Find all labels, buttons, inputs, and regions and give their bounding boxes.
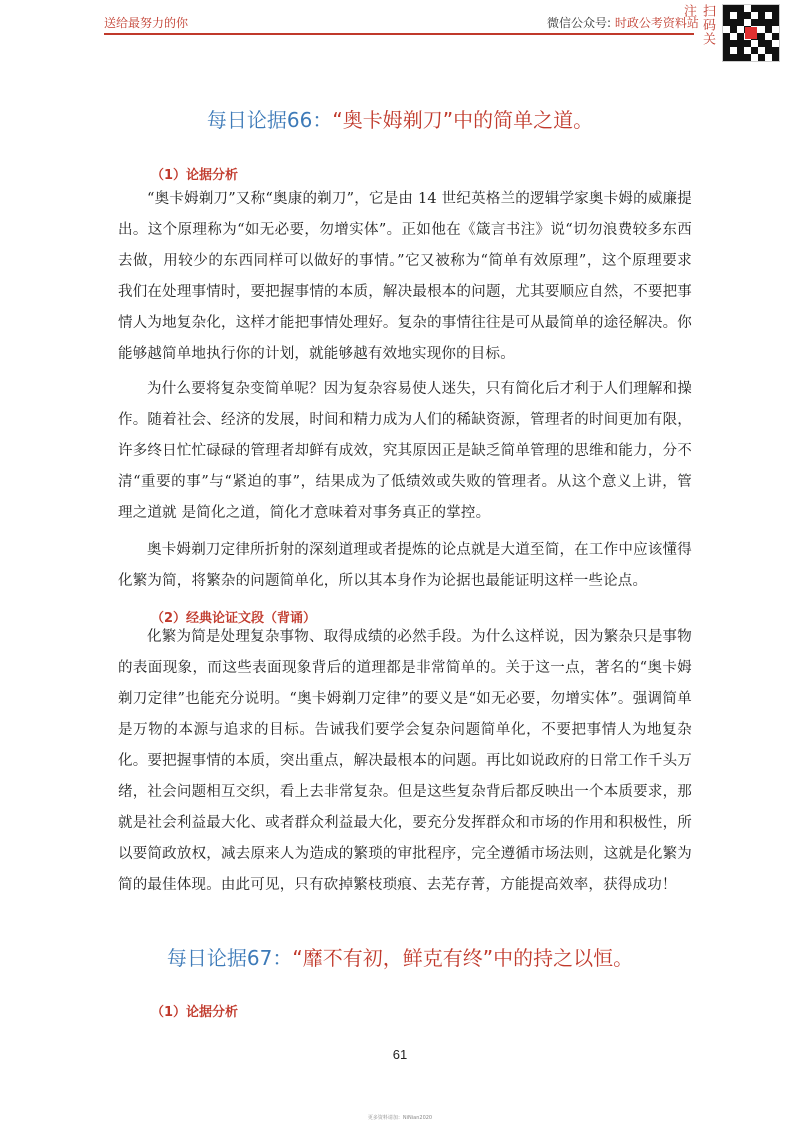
paragraph-4: 化繁为简是处理复杂事物、取得成绩的必然手段。为什么这样说，因为繁杂只是事物的表面现象，而这些表面现象背后的道理都是非常简单的。关于这一点，著名的“奥卡姆剃刀定律”也能充分说明。“奥卡姆剃刀定律”的要义是“如无必要，勿增实体”。强调简单是万物的本源与追求的目标。告诫我们要学会复杂问题简单化，不要把事情人为地复杂化。要把握事情的本质，突出重点，解决最根本的问题。再比如说政府的日常工作千头万绪，社会问题相互交织，看上去非常复杂。但是这些复杂背后都反映出一个本质要求，那就是社会利益最大化、或者群众利益最大化，要充分发挥群众和市场的作用和积极性，所以要简政放权，减去原来人为造成的繁琐的审批程序，完全遵循市场法则，这就是化繁为简的最佳体现。由此可见，只有砍掉繁枝琐痕、去芜存菁，方能提高效率，获得成功！ bbox=[118, 629, 692, 893]
qr-code-icon[interactable] bbox=[722, 4, 780, 62]
header-account bbox=[547, 14, 699, 31]
header-divider bbox=[104, 33, 694, 35]
account-name: 时政公考资料站 bbox=[614, 16, 699, 30]
paragraph-2: 为什么要将复杂变简单呢？因为复杂容易使人迷失，只有简化后才利于人们理解和操作。随着社会、经济的发展，时间和精力成为人们的稀缺资源，管理者的时间更加有限，许多终日忙忙碌碌的管理者却鲜有成效，究其原因正是缺乏简单管理的思维和能力，分不清“重要的事”与“紧迫的事”，结果成为了低绩效或失败的管理者。从这个意义上讲，管理之道就 是简化之道，简化才意味着对事务真正的掌控。 bbox=[118, 381, 692, 521]
section-67-analysis-heading: （1）论据分析 bbox=[151, 1005, 239, 1020]
title-prefix: 每日论据66： bbox=[206, 108, 333, 132]
paragraph-3: 奥卡姆剃刀定律所折射的深刻道理或者提炼的论点就是大道至简，在工作中应该懂得化繁为简，将繁杂的问题简单化，所以其本身作为论据也最能证明这样一些论点。 bbox=[118, 542, 692, 589]
scan-follow-tag: 扫码关注 bbox=[681, 4, 715, 46]
paragraph-1: “奥卡姆剃刀”又称“奥康的剃刀”，它是由 14 世纪英格兰的逻辑学家奥卡姆的威廉提出。这个原理称为“如无必要，勿增实体”。正如他在《箴言书注》说“切勿浪费较多东西去做，用较少的东西同样可以做好的事情。”它又被称为“简单有效原理”，这个原理要求我们在处理事情时，要把握事情的本质，解决最根本的问题，尤其要顺应自然，不要把事情人为地复杂化，这样才能把事情处理好。复杂的事情往往是可从最简单的途径解决。你能够越简单地执行你的计划，就能够越有效地实现你的目标。 bbox=[118, 191, 692, 362]
page-header bbox=[0, 0, 800, 50]
header-slogan: 送给最努力的你 bbox=[104, 16, 189, 30]
title-topic-67: “靡不有初，鲜克有终”中的持之以恒。 bbox=[292, 946, 634, 970]
footer-note: 更多资料请加：NiNian2020 bbox=[367, 1115, 433, 1121]
section-66-title bbox=[0, 104, 800, 133]
qr-logo-icon bbox=[745, 27, 757, 39]
section-66-argument-heading: （2）经典论证文段（背诵） bbox=[151, 611, 317, 626]
section-67-title bbox=[0, 942, 800, 971]
account-label: 微信公众号: bbox=[547, 16, 615, 30]
section-66-analysis-heading: （1）论据分析 bbox=[151, 168, 239, 183]
page-number: 61 bbox=[392, 1047, 408, 1062]
title-prefix-67: 每日论据67： bbox=[166, 946, 293, 970]
title-topic: “奥卡姆剃刀”中的简单之道。 bbox=[332, 108, 594, 132]
